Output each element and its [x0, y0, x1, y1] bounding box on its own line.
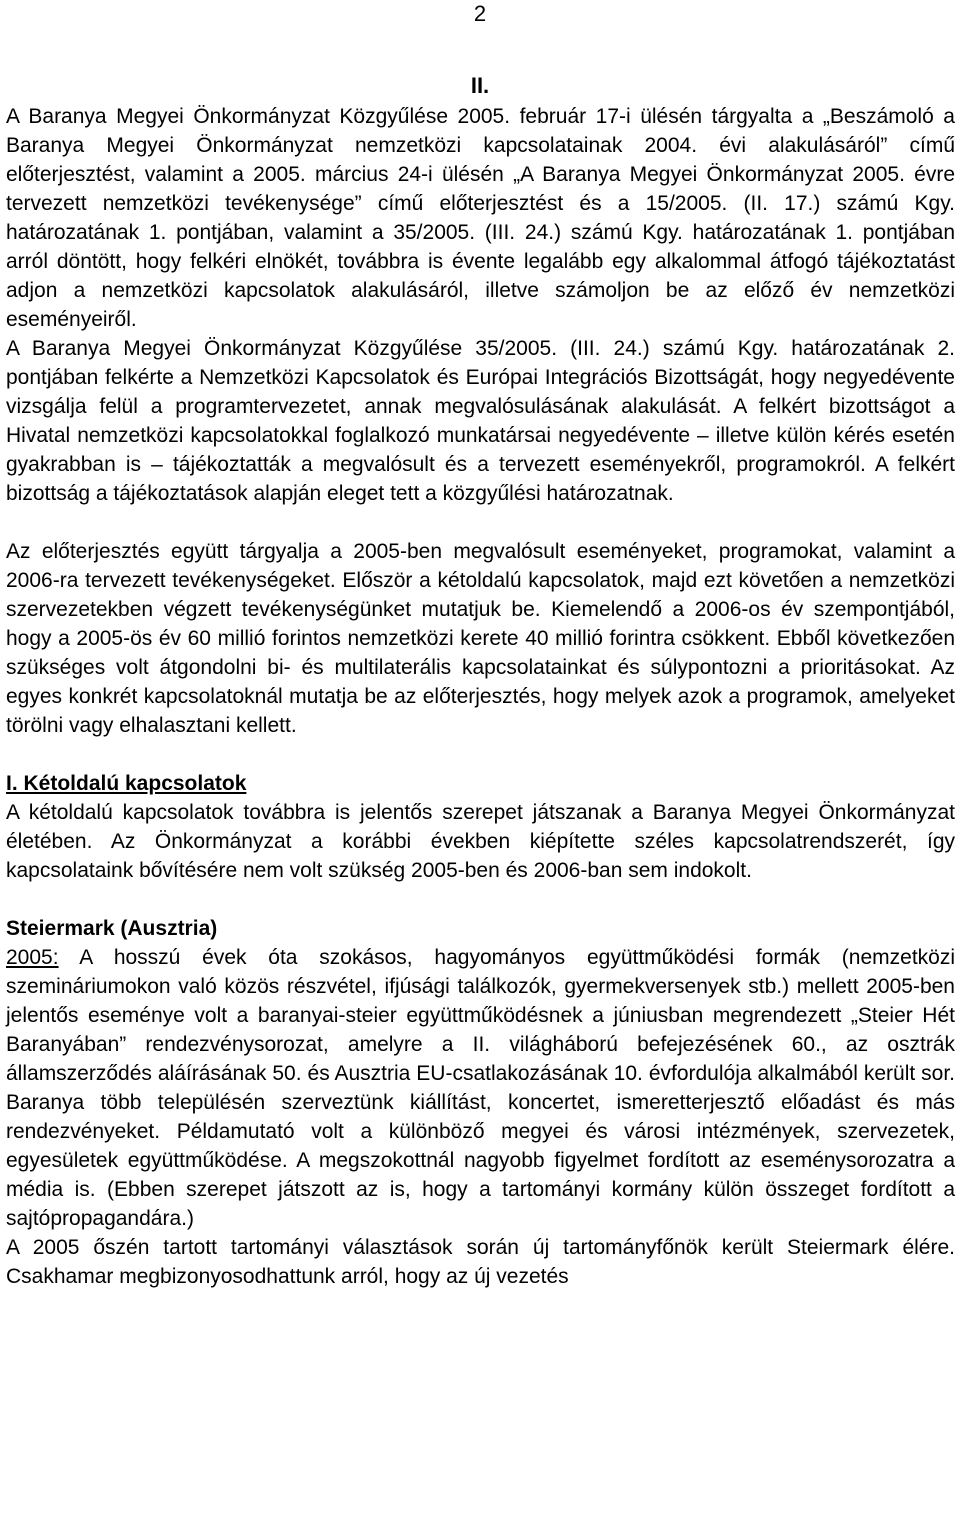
paragraph-bilateral: A kétoldalú kapcsolatok továbbra is jelentős szerepet játszanak a Baranya Megyei Önkormányzat életében. Az Önkormányzat a korábbi években kiépítette széles kapcsolatrendszerét, így kapcsolataink bővítésére nem volt szükség 2005-ben és 2006-ban sem indokolt. — [6, 801, 955, 882]
section-number: II. — [470, 73, 490, 98]
spacer — [6, 885, 955, 914]
paragraph-steiermark-election: A 2005 őszén tartott tartományi választások során új tartományfőnök került Steiermark élére. Csakhamar megbizonyosodhattunk arról, hogy az új vezetés — [6, 1236, 955, 1288]
page-number: 2 — [473, 1, 487, 26]
spacer — [6, 740, 955, 769]
paragraph-steiermark-2005 — [6, 943, 955, 1233]
paragraph-overview: Az előterjesztés együtt tárgyalja a 2005-ben megvalósult eseményeket, programokat, valamint a 2006-ra tervezett tevékenységeket. Először a kétoldalú kapcsolatok, majd ezt követően a nemzetközi szervezetekben végzett tevékenységünket mutatjuk be. Kiemelendő a 2006-os év szempontjából, hogy a 2005-ös év 60 millió forintos nemzetközi kerete 40 millió forintra csökkent. Ebből következően szükséges volt átgondolni bi- és multilaterális kapcsolatainkat és súlypontozni a prioritásokat. Az egyes konkrét kapcsolatoknál mutatja be az előterjesztés, hogy melyek azok a programok, amelyeket törölni vagy elhalasztani kellett. — [6, 540, 955, 737]
section-heading-bilateral: I. Kétoldalú kapcsolatok — [6, 772, 247, 795]
spacer — [6, 508, 955, 537]
subheading-steiermark: Steiermark (Ausztria) — [6, 917, 218, 940]
paragraph-resolution: A Baranya Megyei Önkormányzat Közgyűlése 35/2005. (III. 24.) számú Kgy. határozatának 2. pontjában felkérte a Nemzetközi Kapcsolatok és Európai Integrációs Bizottságát, hogy negyedévente vizsgálja felül a programtervezetet, annak megvalósulásának alakulását. A felkért bizottságot a Hivatal nemzetközi kapcsolatokkal foglalkozó munkatársai negyedévente – illetve külön kérés esetén gyakrabban is – tájékoztatták a megvalósult és a tervezett eseményekről, programokról. A felkért bizottság a tájékoztatások alapján eleget tett a közgyűlési határozatnak. — [6, 337, 955, 505]
paragraph-steiermark-text: A hosszú évek óta szokásos, hagyományos együttműködési formák (nemzetközi szemináriumokon való közös részvétel, ifjúsági találkozók, gyermekversenyek stb.) mellett 2005-ben jelentős eseménye volt a baranyai-steier együttműködésnek a júniusban megrendezett „Steier Hét Baranyában” rendezvénysorozat, amelyre a II. világháború befejezésének 60., az osztrák államszerződés aláírásának 50. és Ausztria EU-csatlakozásának 10. évfordulója alkalmából került sor. Baranya több településén szerveztünk kiállítást, koncertet, ismeretterjesztő előadást és más rendezvényeket. Példamutató volt a különböző megyei és városi intézmények, szervezetek, egyesületek együttműködése. A megszokottnál nagyobb figyelmet fordított az eseménysorozatra a média is. (Ebben szerepet játszott az is, hogy a tartományi kormány külön összeget fordított a sajtópropagandára.) — [6, 946, 955, 1230]
year-label: 2005: — [6, 946, 59, 969]
document-body — [6, 102, 955, 1291]
paragraph-intro: A Baranya Megyei Önkormányzat Közgyűlése 2005. február 17-i ülésén tárgyalta a „Beszámoló a Baranya Megyei Önkormányzat nemzetközi kapcsolatainak 2004. évi alakulásáról” című előterjesztést, valamint a 2005. március 24-i ülésén „A Baranya Megyei Önkormányzat 2005. évre tervezett nemzetközi tevékenysége” című előterjesztést és a 15/2005. (II. 17.) számú Kgy. határozatának 1. pontjában, valamint a 35/2005. (III. 24.) számú Kgy. határozatának 1. pontjában arról döntött, hogy felkéri elnökét, továbbra is évente legalább egy alkalommal átfogó tájékoztatást adjon a nemzetközi kapcsolatok alakulásáról, illetve számoljon be az előző év nemzetközi eseményeiről. — [6, 105, 955, 331]
